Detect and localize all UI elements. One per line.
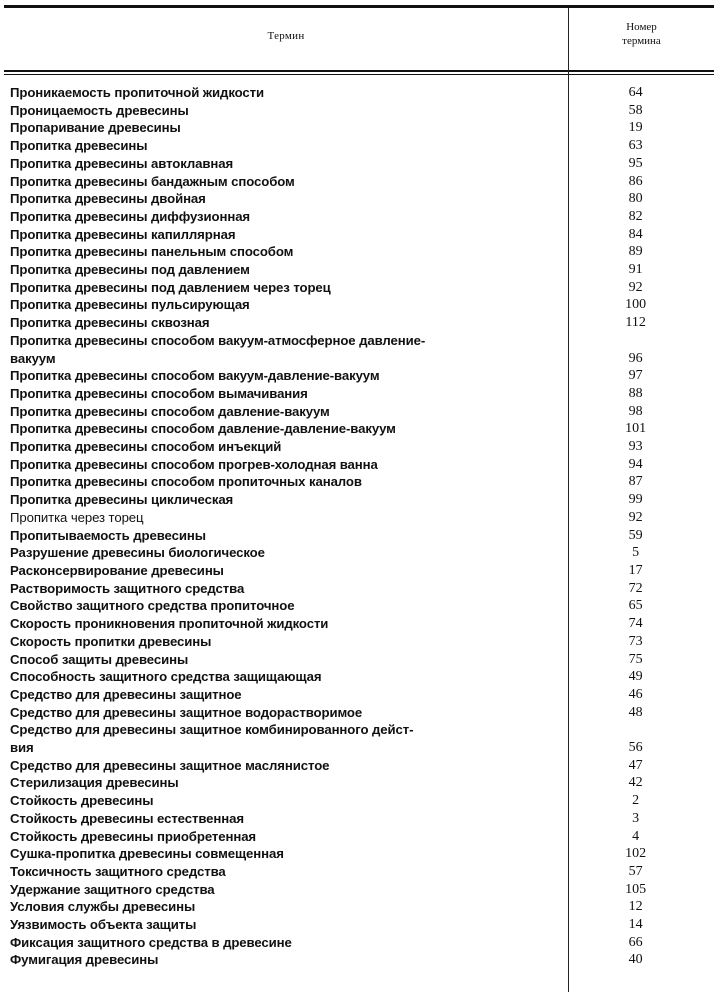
- term-text: Пропитка древесины: [10, 138, 148, 154]
- column-header-number: [569, 20, 714, 48]
- term-text: Уязвимость объекта защиты: [10, 917, 197, 933]
- table-row: [10, 668, 714, 686]
- term-cell: [10, 208, 533, 226]
- term-cell: [10, 367, 533, 385]
- term-text: Удержание защитного средства: [10, 881, 215, 897]
- table-row: [10, 420, 714, 438]
- table-row: [10, 385, 714, 403]
- term-text: Условия службы древесины: [10, 899, 196, 915]
- term-cell: [10, 828, 533, 846]
- term-number: 95: [628, 155, 643, 171]
- term-text: Пропитка древесины под давлением: [10, 262, 250, 278]
- term-number: 65: [628, 598, 643, 614]
- term-number: 12: [628, 899, 643, 915]
- term-number: 75: [628, 651, 643, 667]
- term-text: Пропитка древесины способом вакуум-давление-вакуум: [10, 368, 380, 384]
- term-number: 42: [628, 775, 643, 791]
- term-text: Пропитка древесины пульсирующая: [10, 297, 250, 313]
- table-row: [10, 774, 714, 792]
- term-number: 49: [628, 669, 643, 685]
- term-text: Средство для древесины защитное комбинированного дейст-: [10, 722, 414, 738]
- term-number: 74: [628, 616, 643, 632]
- table-row: [10, 863, 714, 881]
- table-row: [10, 881, 714, 899]
- term-cell: [10, 916, 533, 934]
- term-cell: [10, 473, 533, 491]
- term-text: Пропитка древесины способом инъекций: [10, 439, 282, 455]
- term-number: 93: [628, 439, 643, 455]
- term-cell: [10, 951, 533, 969]
- term-cell: [10, 137, 533, 155]
- term-cell: [10, 296, 533, 314]
- term-cell: [10, 261, 533, 279]
- term-cell: [10, 704, 533, 722]
- table-row: [10, 580, 714, 598]
- term-number: 84: [628, 226, 643, 242]
- term-cell: [10, 863, 533, 881]
- top-rule: [4, 5, 714, 8]
- table-row: [10, 137, 714, 155]
- term-cell: [10, 881, 533, 899]
- table-row: [10, 173, 714, 191]
- term-cell: [10, 597, 533, 615]
- term-cell: [10, 385, 533, 403]
- term-number: 4: [632, 828, 640, 844]
- term-cell: [10, 119, 533, 137]
- term-text: Пропитка через торец: [10, 509, 144, 525]
- table-row: [10, 438, 714, 456]
- table-row: [10, 279, 714, 297]
- table-row: [10, 686, 714, 704]
- term-text: Пропитка древесины диффузионная: [10, 208, 251, 224]
- term-number: 63: [628, 138, 643, 154]
- table-row: [10, 757, 714, 775]
- term-number: 59: [628, 527, 643, 543]
- term-cell: [10, 491, 533, 509]
- term-text: Пропаривание древесины: [10, 120, 181, 136]
- table-row: [10, 314, 714, 332]
- table-row: [10, 651, 714, 669]
- term-index-table: [10, 84, 714, 969]
- term-text: Пропитка древесины способом давление-вакуум: [10, 403, 330, 419]
- term-text: Пропитка древесины капиллярная: [10, 226, 236, 242]
- table-row: [10, 916, 714, 934]
- column-header-number-line1: Номер: [626, 21, 657, 33]
- term-text: Скорость проникновения пропиточной жидкости: [10, 616, 329, 632]
- term-text: Пропитка древесины циклическая: [10, 492, 234, 508]
- term-text: Стойкость древесины естественная: [10, 810, 244, 826]
- table-row: [10, 102, 714, 120]
- term-number: 91: [628, 262, 643, 278]
- term-number: 88: [628, 385, 643, 401]
- term-number: 87: [628, 474, 643, 490]
- table-row: [10, 597, 714, 615]
- term-text: Токсичность защитного средства: [10, 863, 226, 879]
- table-row: [10, 704, 714, 722]
- term-cell: [10, 633, 533, 651]
- term-number: 2: [632, 793, 640, 809]
- term-text: Пропитка древесины двойная: [10, 191, 206, 207]
- term-text: Пропитка древесины сквозная: [10, 315, 210, 331]
- term-text: Пропитка древесины бандажным способом: [10, 173, 295, 189]
- table-row: [10, 456, 714, 474]
- term-text-continuation: вия: [10, 740, 34, 756]
- term-number: 46: [628, 686, 643, 702]
- term-text: Расконсервирование древесины: [10, 562, 224, 578]
- term-cell: [10, 456, 533, 474]
- term-cell: [10, 845, 533, 863]
- term-text: Способ защиты древесины: [10, 651, 189, 667]
- table-row: [10, 509, 714, 527]
- term-number: 3: [632, 810, 640, 826]
- table-row: [10, 491, 714, 509]
- term-text: Сушка-пропитка древесины совмещенная: [10, 846, 284, 862]
- table-row: [10, 562, 714, 580]
- term-number: 112: [625, 315, 646, 331]
- term-number: 64: [628, 85, 643, 100]
- term-text: Средство для древесины защитное маслянистое: [10, 757, 330, 773]
- term-text: Стойкость древесины: [10, 793, 154, 809]
- term-number: 57: [628, 863, 643, 879]
- term-number: 73: [628, 633, 643, 649]
- term-number: 48: [628, 704, 643, 720]
- table-row: [10, 367, 714, 385]
- term-text: Растворимость защитного средства: [10, 580, 245, 596]
- term-cell: [10, 898, 533, 916]
- term-number: 72: [628, 580, 643, 596]
- term-number: 19: [628, 120, 643, 136]
- term-text: Пропитываемость древесины: [10, 527, 206, 543]
- term-number: 56: [628, 740, 643, 756]
- term-number: 102: [625, 846, 647, 862]
- table-row: [10, 845, 714, 863]
- term-cell: [10, 615, 533, 633]
- term-cell: [10, 84, 533, 102]
- term-text: Средство для древесины защитное: [10, 686, 242, 702]
- term-number: 14: [628, 917, 643, 933]
- term-cell: [10, 651, 533, 669]
- table-row: [10, 243, 714, 261]
- table-row: [10, 527, 714, 545]
- term-number: 94: [628, 456, 643, 472]
- term-cell: [10, 792, 533, 810]
- term-text: Проникаемость пропиточной жидкости: [10, 85, 265, 100]
- table-row: [10, 810, 714, 828]
- term-cell: [10, 438, 533, 456]
- term-number: 58: [628, 102, 643, 118]
- term-number: 99: [628, 492, 643, 508]
- term-text: Фиксация защитного средства в древесине: [10, 934, 292, 950]
- term-cell: [10, 721, 533, 756]
- table-row: [10, 403, 714, 421]
- table-row: [10, 544, 714, 562]
- term-cell: [10, 173, 533, 191]
- term-text: Пропитка древесины способом давление-давление-вакуум: [10, 421, 396, 437]
- term-text: Свойство защитного средства пропиточное: [10, 598, 295, 614]
- table-row: [10, 934, 714, 952]
- term-number: 80: [628, 191, 643, 207]
- term-text: Пропитка древесины способом пропиточных каналов: [10, 474, 362, 490]
- term-cell: [10, 686, 533, 704]
- term-text: Пропитка древесины автоклавная: [10, 155, 234, 171]
- term-cell: [10, 314, 533, 332]
- term-cell: [10, 774, 533, 792]
- term-cell: [10, 934, 533, 952]
- term-number: 92: [628, 279, 643, 295]
- column-header-term: Термин: [267, 30, 305, 42]
- term-cell: [10, 527, 533, 545]
- column-header-number-line2: термина: [622, 35, 661, 47]
- term-text: Фумигация древесины: [10, 952, 159, 968]
- term-number: 40: [628, 952, 643, 968]
- term-text: Скорость пропитки древесины: [10, 633, 212, 649]
- term-number: 17: [628, 562, 643, 578]
- table-row: [10, 261, 714, 279]
- table-row: [10, 119, 714, 137]
- term-number: 97: [628, 368, 643, 384]
- term-number: 47: [628, 757, 643, 773]
- table-row: [10, 190, 714, 208]
- term-cell: [10, 243, 533, 261]
- table-row: [10, 155, 714, 173]
- term-number: 100: [625, 297, 647, 313]
- table-row: [10, 473, 714, 491]
- term-cell: [10, 757, 533, 775]
- table-row: [10, 898, 714, 916]
- term-text: Разрушение древесины биологическое: [10, 545, 265, 561]
- term-cell: [10, 190, 533, 208]
- term-cell: [10, 810, 533, 828]
- term-text: Стерилизация древесины: [10, 775, 179, 791]
- table-row: [10, 792, 714, 810]
- header-rule: [4, 70, 714, 75]
- term-cell: [10, 102, 533, 120]
- term-number: 92: [628, 509, 643, 525]
- term-text: Стойкость древесины приобретенная: [10, 828, 257, 844]
- table-row: [10, 332, 714, 367]
- term-number: 82: [628, 208, 643, 224]
- term-text: Средство для древесины защитное водорастворимое: [10, 704, 363, 720]
- term-number: 105: [625, 881, 647, 897]
- term-text: Пропитка древесины способом прогрев-холодная ванна: [10, 456, 378, 472]
- term-cell: [10, 332, 533, 367]
- term-cell: [10, 562, 533, 580]
- table-row: [10, 721, 714, 756]
- term-number: 5: [632, 545, 640, 561]
- term-cell: [10, 509, 533, 527]
- term-cell: [10, 279, 533, 297]
- term-cell: [10, 580, 533, 598]
- table-row: [10, 84, 714, 102]
- term-text: Проницаемость древесины: [10, 102, 189, 118]
- term-number: 86: [628, 173, 643, 189]
- table-row: [10, 296, 714, 314]
- term-text: Способность защитного средства защищающая: [10, 669, 322, 685]
- table-row: [10, 951, 714, 969]
- term-text-continuation: вакуум: [10, 350, 56, 366]
- term-text: Пропитка древесины способом вымачивания: [10, 385, 308, 401]
- term-cell: [10, 420, 533, 438]
- table-row: [10, 208, 714, 226]
- term-cell: [10, 544, 533, 562]
- term-cell: [10, 668, 533, 686]
- term-number: 66: [628, 934, 643, 950]
- table-row: [10, 615, 714, 633]
- table-row: [10, 633, 714, 651]
- term-cell: [10, 155, 533, 173]
- term-number: 98: [628, 403, 643, 419]
- table-row: [10, 226, 714, 244]
- term-number: 96: [628, 350, 643, 366]
- term-cell: [10, 403, 533, 421]
- term-text: Пропитка древесины панельным способом: [10, 244, 294, 260]
- table-row: [10, 828, 714, 846]
- term-text: Пропитка древесины способом вакуум-атмосферное давление-: [10, 332, 426, 348]
- term-cell: [10, 226, 533, 244]
- term-text: Пропитка древесины под давлением через торец: [10, 279, 331, 295]
- term-number: 89: [628, 244, 643, 260]
- term-number: 101: [625, 421, 647, 437]
